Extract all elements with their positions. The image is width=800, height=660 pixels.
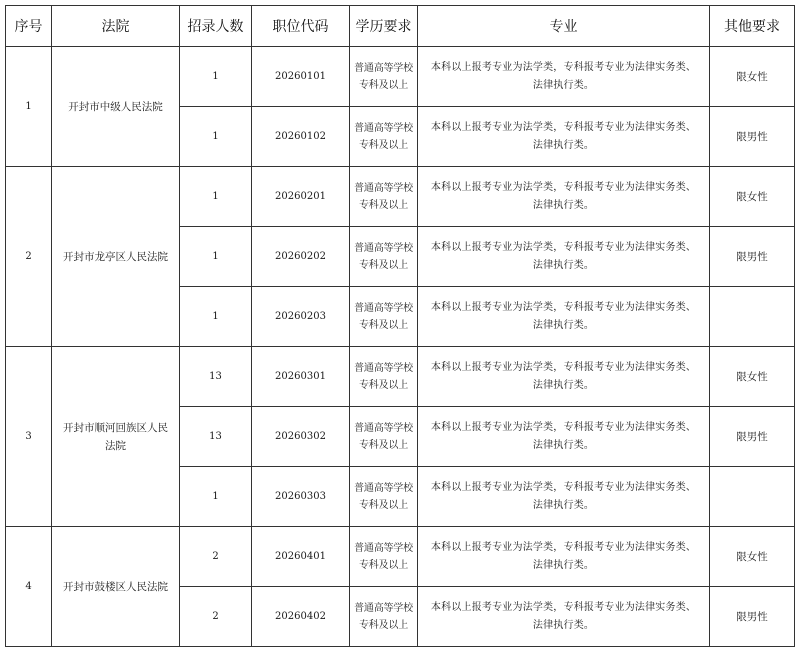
edu-cell: 普通高等学校专科及以上 [350,467,418,527]
major-cell: 本科以上报考专业为法学类，专科报考专业为法律实务类、法律执行类。 [418,467,710,527]
code-cell: 20260201 [252,167,350,227]
other-cell [710,467,795,527]
other-cell: 限男性 [710,587,795,647]
other-cell: 限女性 [710,527,795,587]
table-row [6,347,795,407]
edu-cell: 普通高等学校专科及以上 [350,587,418,647]
other-cell: 限男性 [710,407,795,467]
code-cell: 20260402 [252,587,350,647]
other-cell: 限女性 [710,167,795,227]
code-cell: 20260302 [252,407,350,467]
edu-cell: 普通高等学校专科及以上 [350,407,418,467]
other-cell: 限男性 [710,227,795,287]
code-cell: 20260401 [252,527,350,587]
header-count: 招录人数 [180,6,252,47]
major-cell: 本科以上报考专业为法学类，专科报考专业为法律实务类、法律执行类。 [418,167,710,227]
seq-cell: 4 [6,527,52,647]
count-cell: 1 [180,467,252,527]
count-cell: 1 [180,287,252,347]
header-row [6,6,795,47]
edu-cell: 普通高等学校专科及以上 [350,227,418,287]
header-edu: 学历要求 [350,6,418,47]
court-cell: 开封市龙亭区人民法院 [52,167,180,347]
table-row [6,167,795,227]
other-cell: 限男性 [710,107,795,167]
edu-cell: 普通高等学校专科及以上 [350,47,418,107]
recruitment-table [5,5,795,647]
other-cell: 限女性 [710,47,795,107]
count-cell: 1 [180,167,252,227]
code-cell: 20260301 [252,347,350,407]
edu-cell: 普通高等学校专科及以上 [350,287,418,347]
seq-cell: 1 [6,47,52,167]
count-cell: 2 [180,587,252,647]
table-row [6,527,795,587]
count-cell: 1 [180,227,252,287]
count-cell: 13 [180,407,252,467]
seq-cell: 3 [6,347,52,527]
edu-cell: 普通高等学校专科及以上 [350,107,418,167]
code-cell: 20260202 [252,227,350,287]
court-cell: 开封市顺河回族区人民法院 [52,347,180,527]
header-code: 职位代码 [252,6,350,47]
code-cell: 20260203 [252,287,350,347]
court-cell: 开封市中级人民法院 [52,47,180,167]
other-cell: 限女性 [710,347,795,407]
major-cell: 本科以上报考专业为法学类，专科报考专业为法律实务类、法律执行类。 [418,287,710,347]
code-cell: 20260101 [252,47,350,107]
count-cell: 1 [180,107,252,167]
edu-cell: 普通高等学校专科及以上 [350,167,418,227]
header-other: 其他要求 [710,6,795,47]
edu-cell: 普通高等学校专科及以上 [350,347,418,407]
header-major: 专业 [418,6,710,47]
major-cell: 本科以上报考专业为法学类，专科报考专业为法律实务类、法律执行类。 [418,407,710,467]
court-cell: 开封市鼓楼区人民法院 [52,527,180,647]
other-cell [710,287,795,347]
count-cell: 2 [180,527,252,587]
code-cell: 20260102 [252,107,350,167]
header-court: 法院 [52,6,180,47]
major-cell: 本科以上报考专业为法学类，专科报考专业为法律实务类、法律执行类。 [418,347,710,407]
major-cell: 本科以上报考专业为法学类，专科报考专业为法律实务类、法律执行类。 [418,527,710,587]
code-cell: 20260303 [252,467,350,527]
major-cell: 本科以上报考专业为法学类，专科报考专业为法律实务类、法律执行类。 [418,587,710,647]
major-cell: 本科以上报考专业为法学类，专科报考专业为法律实务类、法律执行类。 [418,47,710,107]
edu-cell: 普通高等学校专科及以上 [350,527,418,587]
header-seq: 序号 [6,6,52,47]
table-row [6,47,795,107]
count-cell: 13 [180,347,252,407]
major-cell: 本科以上报考专业为法学类，专科报考专业为法律实务类、法律执行类。 [418,227,710,287]
seq-cell: 2 [6,167,52,347]
count-cell: 1 [180,47,252,107]
major-cell: 本科以上报考专业为法学类，专科报考专业为法律实务类、法律执行类。 [418,107,710,167]
